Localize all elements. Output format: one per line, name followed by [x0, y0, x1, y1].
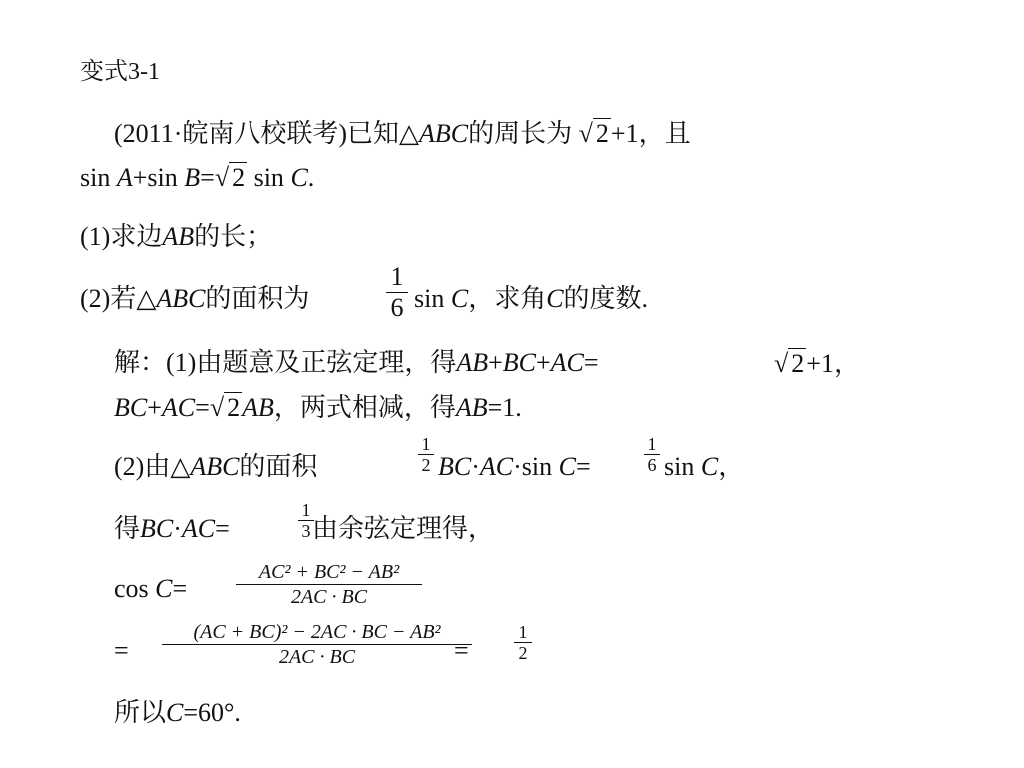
text: +sin	[132, 163, 185, 192]
text: +	[536, 348, 551, 377]
text: (2011·皖南八校联考)已知△	[114, 119, 420, 148]
text: +	[147, 393, 162, 422]
denominator: 2AC · BC	[278, 646, 356, 668]
radical-icon: √	[209, 393, 225, 422]
text: ABC	[419, 119, 469, 148]
text: 的周长为	[468, 119, 573, 148]
text: ABC	[190, 452, 240, 481]
text: =	[575, 452, 591, 481]
text: C	[700, 452, 719, 481]
denominator: 6	[647, 455, 657, 475]
radicand: 2	[229, 162, 247, 193]
text: AC	[550, 348, 584, 377]
text: 的长；	[194, 222, 273, 251]
text: 所以	[114, 698, 167, 727]
text: AB	[162, 222, 195, 251]
solution-line-2	[114, 392, 522, 423]
text: ，求角	[468, 284, 547, 313]
radicand: 2	[593, 118, 611, 149]
text: ·sin	[513, 452, 559, 481]
text: .	[307, 163, 315, 192]
text: sin	[80, 163, 117, 192]
text: C	[558, 452, 576, 481]
radicand: 2	[788, 348, 806, 379]
heading: 变式3-1	[80, 59, 160, 85]
solution-line-6-eq	[114, 636, 129, 666]
sqrt	[215, 162, 247, 193]
radicand: 2	[224, 392, 242, 423]
numerator: 1	[390, 262, 404, 291]
text: 解：(1)由题意及正弦定理，得	[114, 348, 457, 377]
text: 得	[114, 514, 141, 543]
text: B	[184, 163, 201, 192]
text: =	[200, 163, 215, 192]
numerator: 1	[518, 622, 528, 642]
denominator: 2AC · BC	[290, 586, 368, 608]
question-2-part-a	[80, 284, 309, 314]
fraction-1-2	[418, 434, 434, 475]
text: ，	[718, 452, 745, 481]
text: BC	[114, 393, 148, 422]
solution-line-5	[114, 574, 187, 604]
text: ·	[173, 514, 182, 543]
solution-line-4-part-b	[312, 514, 494, 544]
radical-icon: √	[774, 349, 789, 378]
text: AB	[455, 393, 488, 422]
text: C	[546, 284, 564, 313]
question-1	[80, 222, 272, 252]
text: sin	[247, 163, 291, 192]
text: 的面积为	[205, 284, 310, 313]
numerator: (AC + BC)² − 2AC · BC − AB²	[193, 621, 441, 643]
text: 由余弦定理得，	[312, 514, 495, 543]
solution-line-4-part-a	[114, 514, 230, 544]
cosine-law-fraction	[236, 560, 422, 609]
numerator: 1	[421, 434, 431, 454]
text: =	[454, 636, 469, 665]
text: =	[195, 393, 210, 422]
text: (2)若△	[80, 284, 157, 313]
text: =	[583, 348, 599, 377]
text: (2)由△	[114, 452, 191, 481]
problem-line-2	[80, 162, 314, 193]
text: BC	[502, 348, 536, 377]
text: AC	[181, 514, 216, 543]
numerator: 1	[301, 500, 311, 520]
fraction-1-2-result	[514, 622, 532, 663]
solution-line-1-tail	[774, 348, 860, 379]
solution-line-3-part-b	[438, 452, 591, 482]
text: =	[172, 574, 188, 603]
text: AC	[161, 393, 196, 422]
text: cos	[114, 574, 156, 603]
sqrt	[579, 118, 611, 149]
text: (1)求边	[80, 222, 163, 251]
text: 的度数.	[563, 284, 649, 313]
solution-line-7	[114, 698, 241, 728]
text: sin	[414, 284, 451, 313]
sqrt	[774, 348, 806, 379]
text: 的面积	[239, 452, 318, 481]
denominator: 3	[301, 521, 311, 541]
text: A	[116, 163, 133, 192]
fraction-1-6-small	[644, 434, 660, 475]
text: C	[450, 284, 469, 313]
sqrt	[210, 392, 242, 423]
denominator: 2	[518, 643, 528, 663]
radical-icon: √	[578, 119, 593, 148]
solution-line-6-eq2	[454, 636, 469, 666]
text: BC	[438, 452, 472, 481]
fraction-1-6	[386, 262, 408, 323]
text: ABC	[156, 284, 206, 313]
text: sin	[664, 452, 701, 481]
radical-icon: √	[214, 163, 230, 192]
text: +	[488, 348, 503, 377]
text: AB	[242, 393, 274, 422]
text: +1，且	[610, 119, 691, 148]
problem-line-1	[114, 118, 691, 149]
numerator: AC² + BC² − AB²	[258, 561, 400, 583]
text: =	[215, 514, 230, 543]
solution-line-3-part-a	[114, 452, 317, 482]
denominator: 2	[421, 455, 431, 475]
numerator: 1	[647, 434, 657, 454]
text: ·	[471, 452, 480, 481]
text: C	[166, 698, 184, 727]
text: AC	[479, 452, 514, 481]
text: ，两式相减，得	[273, 393, 456, 422]
text: BC	[140, 514, 174, 543]
text: =1.	[487, 393, 522, 422]
expanded-fraction	[162, 620, 472, 669]
solution-line-3-part-c	[664, 452, 744, 482]
question-2-part-b	[414, 284, 648, 314]
text: C	[290, 163, 308, 192]
text: +1，	[806, 349, 860, 378]
solution-line-1	[114, 348, 599, 378]
text: C	[155, 574, 173, 603]
text: =	[114, 636, 129, 665]
text: =60°.	[183, 698, 241, 727]
denominator: 6	[390, 293, 404, 322]
text: AB	[456, 348, 489, 377]
